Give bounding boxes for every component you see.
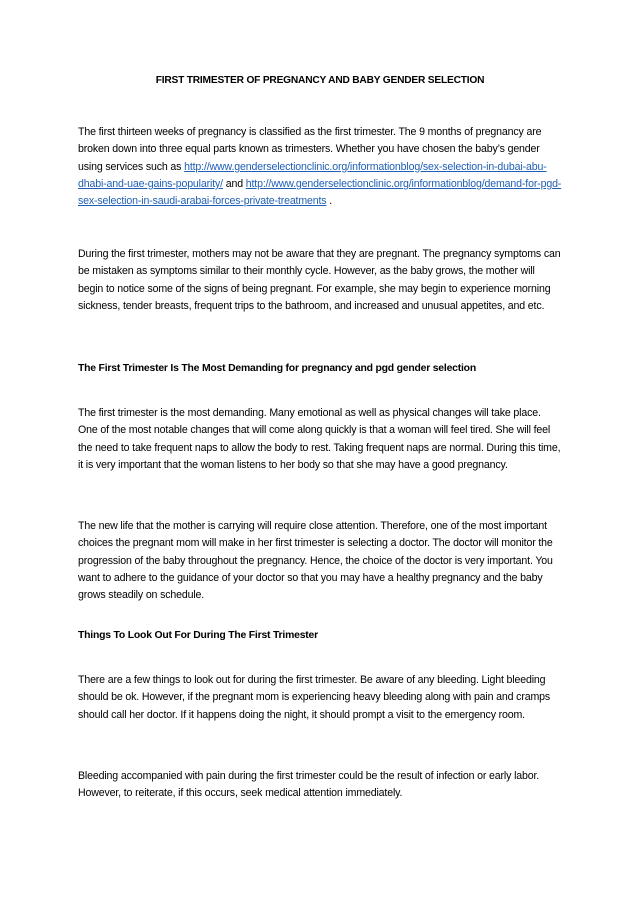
intro-paragraph: [78, 124, 562, 210]
paragraph-demanding: The first trimester is the most demanding. Many emotional as well as physical changes will take place. One of the most notable changes that will come along quickly is that a woman will feel tired. She will feel the need to take frequent naps to allow the body to rest. Taking frequent naps are normal. During this time, it is very important that the woman listens to her body so that she may have a good pregnancy.: [78, 407, 561, 471]
document-title: FIRST TRIMESTER OF PREGNANCY AND BABY GENDER SELECTION: [155, 75, 485, 86]
paragraph-infection: Bleeding accompanied with pain during the first trimester could be the result of infection or early labor. However, to reiterate, if this occurs, seek medical attention immediately.: [78, 770, 540, 800]
section-heading-most-demanding: The First Trimester Is The Most Demanding for pregnancy and pgd gender selection: [78, 363, 476, 374]
intro-text: The first thirteen weeks of pregnancy is classified as the first trimester. The 9 months of pregnancy are broken down into three equal parts known as trimesters. Whether you have chosen the baby’s gender using services such as: [78, 126, 542, 173]
intro-end: .: [326, 195, 333, 208]
link-pgd-saudi-arabia[interactable]: http://www.genderselectionclinic.org/informationblog/demand-for-pgd-sex-selection-in-saudi-arabai-forces-private-treatments: [78, 177, 562, 208]
paragraph-bleeding: There are a few things to look out for during the first trimester. Be aware of any bleeding. Light bleeding should be ok. However, if the pregnant mom is experiencing heavy bleeding along with pain and cramps should call her doctor. If it happens doing the night, it should prompt a visit to the emergency room.: [78, 674, 551, 721]
section-heading-look-out: Things To Look Out For During The First Trimester: [78, 630, 318, 641]
paragraph-doctor: The new life that the mother is carrying will require close attention. Therefore, one of the most important choices the pregnant mom will make in her first trimester is selecting a doctor. The doctor will monitor the progression of the baby throughout the pregnancy. Hence, the choice of the doctor is very important. You want to adhere to the guidance of your doctor so that you may have a healthy pregnancy and the baby grows steadily on schedule.: [78, 520, 553, 602]
link-sex-selection-dubai[interactable]: http://www.genderselectionclinic.org/informationblog/sex-selection-in-dubai-abu-dhabi-and-uae-gains-popularity/: [78, 160, 547, 190]
paragraph-awareness: During the first trimester, mothers may not be aware that they are pregnant. The pregnancy symptoms can be mistaken as symptoms similar to their monthly cycle. However, as the baby grows, the mother will begin to notice some of the signs of being pregnant. For example, she may begin to experience morning sickness, tender breasts, frequent trips to the bathroom, and increased and unusual appetites, and etc.: [78, 248, 561, 312]
intro-connector: and: [222, 177, 246, 190]
